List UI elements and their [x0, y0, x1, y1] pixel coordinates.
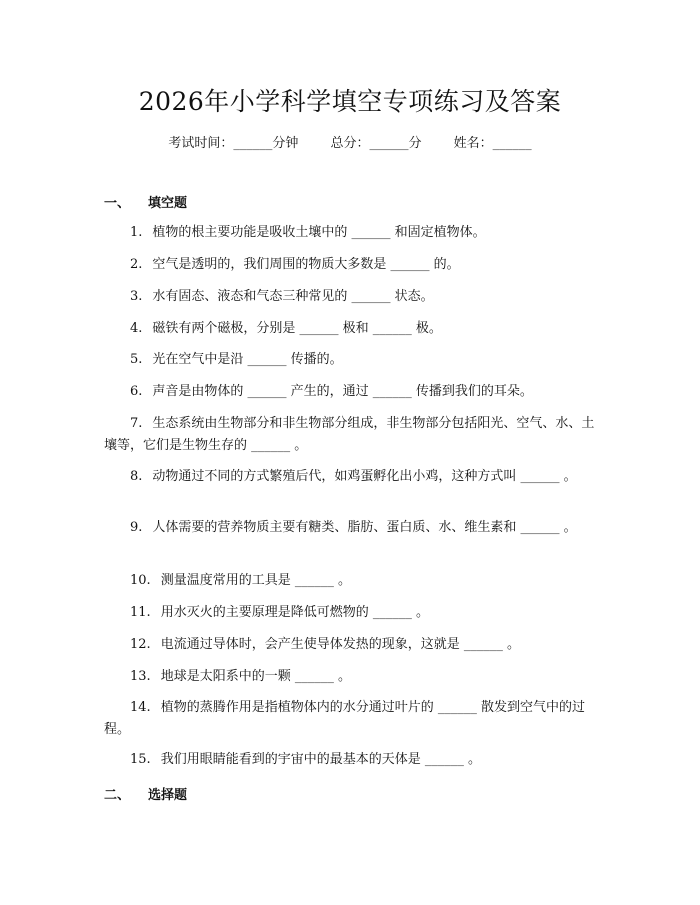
- question-number: 11.: [130, 605, 151, 620]
- question-item: [104, 254, 598, 276]
- question-text: 磁铁有两个磁极，分别是 ______ 极和 ______ 极。: [152, 321, 442, 336]
- total-score: 总分：______分: [330, 136, 422, 151]
- question-text: 地球是太阳系中的一颗 ______ 。: [160, 669, 351, 684]
- question-text: 动物通过不同的方式繁殖后代，如鸡蛋孵化出小鸡，这种方式叫 ______ 。: [152, 469, 577, 484]
- question-number: 8.: [130, 469, 143, 484]
- question-text: 空气是透明的，我们周围的物质大多数是 ______ 的。: [152, 257, 460, 272]
- question-item: [104, 381, 598, 403]
- question-item: [104, 222, 598, 244]
- question-item: [104, 634, 598, 656]
- section-heading-fill-in: [104, 192, 187, 211]
- section-label: 选择题: [148, 788, 188, 803]
- question-item: [104, 286, 598, 308]
- section-number: 二、: [104, 788, 131, 803]
- question-item: [104, 349, 598, 371]
- question-item: [104, 666, 598, 688]
- question-text: 我们用眼睛能看到的宇宙中的最基本的天体是 ______ 。: [160, 752, 481, 767]
- page-title: 2026年小学科学填空专项练习及答案: [138, 87, 562, 116]
- exam-info: [0, 132, 700, 151]
- question-number: 3.: [130, 289, 143, 304]
- question-text: 植物的蒸腾作用是指植物体内的水分通过叶片的 ______ 散发到空气中的过程。: [104, 700, 585, 737]
- question-text: 用水灭火的主要原理是降低可燃物的 ______ 。: [160, 605, 429, 620]
- question-text: 光在空气中是沿 ______ 传播的。: [152, 352, 343, 367]
- question-number: 14.: [130, 700, 151, 715]
- section-label: 填空题: [148, 196, 188, 211]
- question-number: 13.: [130, 669, 151, 684]
- question-item: [104, 318, 598, 340]
- question-number: 10.: [130, 573, 151, 588]
- question-item: [104, 517, 598, 539]
- question-item: [104, 602, 598, 624]
- exam-time: 考试时间：______分钟: [168, 136, 299, 151]
- section-number: 一、: [104, 196, 131, 211]
- question-text: 电流通过导体时，会产生使导体发热的现象，这就是 ______ 。: [160, 637, 520, 652]
- question-number: 1.: [130, 225, 143, 240]
- question-number: 6.: [130, 384, 143, 399]
- question-text: 人体需要的营养物质主要有糖类、脂肪、蛋白质、水、维生素和 ______ 。: [152, 520, 577, 535]
- question-item: [104, 697, 598, 741]
- question-number: 4.: [130, 321, 143, 336]
- question-number: 9.: [130, 520, 143, 535]
- question-text: 声音是由物体的 ______ 产生的，通过 ______ 传播到我们的耳朵。: [152, 384, 533, 399]
- question-text: 测量温度常用的工具是 ______ 。: [160, 573, 351, 588]
- question-number: 2.: [130, 257, 143, 272]
- question-item: [104, 749, 598, 771]
- question-text: 生态系统由生物部分和非生物部分组成，非生物部分包括阳光、空气、水、土壤等，它们是生物生存的 ______ 。: [104, 416, 595, 453]
- question-number: 15.: [130, 752, 151, 767]
- question-number: 7.: [130, 416, 143, 431]
- question-number: 5.: [130, 352, 143, 367]
- question-number: 12.: [130, 637, 151, 652]
- question-item: [104, 570, 598, 592]
- student-name: 姓名：______: [453, 136, 532, 151]
- question-item: [104, 466, 598, 488]
- section-heading-multiple-choice: [104, 784, 187, 803]
- question-text: 植物的根主要功能是吸收土壤中的 ______ 和固定植物体。: [152, 225, 486, 240]
- question-item: [104, 413, 598, 457]
- question-text: 水有固态、液态和气态三种常见的 ______ 状态。: [152, 289, 434, 304]
